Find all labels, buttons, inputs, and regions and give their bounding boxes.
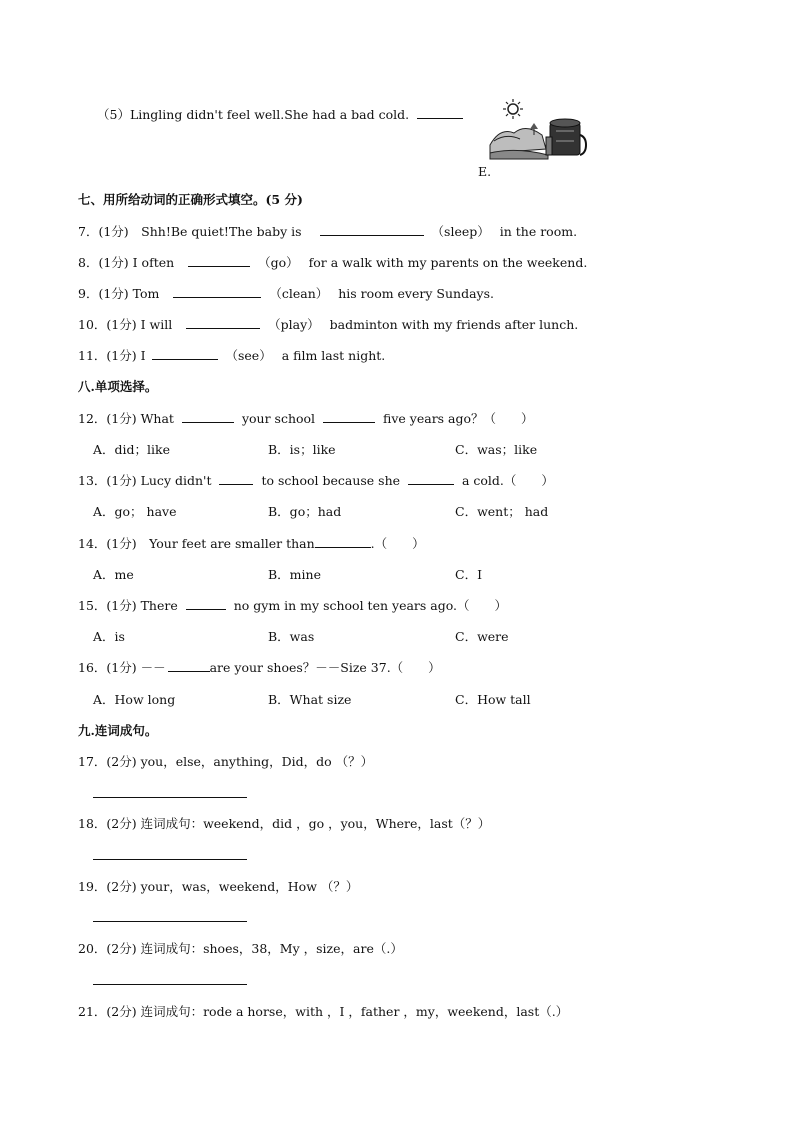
option-b[interactable]: B．go；had bbox=[268, 504, 342, 519]
question-9-tail: his room every Sundays. bbox=[338, 286, 494, 301]
option-a[interactable]: A．did；like bbox=[93, 442, 170, 457]
option-b[interactable]: B．was bbox=[268, 629, 315, 644]
answer-blank[interactable] bbox=[315, 536, 371, 548]
question-18: 18．(2分) 连词成句：weekend，did ，go ，you，Where，last（？） bbox=[78, 816, 491, 831]
question-12 bbox=[78, 409, 534, 427]
question-10-tail: badminton with my friends after lunch. bbox=[329, 317, 579, 332]
verb-hint: （sleep） bbox=[431, 224, 490, 239]
option-c[interactable]: C．went； had bbox=[455, 504, 549, 519]
verb-hint: （go） bbox=[258, 255, 299, 270]
question-12-tail: five years ago？（ ） bbox=[383, 411, 534, 426]
verb-hint: （see） bbox=[225, 348, 272, 363]
question-16 bbox=[78, 658, 441, 676]
picture-e-image bbox=[486, 97, 590, 163]
question-17: 17．(2分) you，else，anything，Did，do （？） bbox=[78, 754, 374, 769]
answer-line[interactable] bbox=[93, 921, 247, 922]
section-7-title: 七、用所给动词的正确形式填空。(5 分) bbox=[78, 192, 303, 207]
option-a[interactable]: A．go； have bbox=[93, 504, 177, 519]
answer-blank[interactable] bbox=[186, 317, 260, 329]
question-14-text: 14．(1分) Your feet are smaller than bbox=[78, 536, 315, 551]
question-10-text: 10．(1分) I will bbox=[78, 317, 173, 332]
question-15 bbox=[78, 596, 507, 614]
option-c[interactable]: C．was；like bbox=[455, 442, 538, 457]
answer-line[interactable] bbox=[93, 859, 247, 860]
option-a[interactable]: A．is bbox=[93, 629, 125, 644]
question-9-text: 9．(1分) Tom bbox=[78, 286, 160, 301]
question-11 bbox=[78, 346, 385, 364]
answer-blank[interactable] bbox=[152, 348, 218, 360]
answer-blank[interactable] bbox=[182, 411, 234, 423]
question-7-text: 7．(1分) Shh!Be quiet!The baby is bbox=[78, 224, 302, 239]
answer-blank[interactable] bbox=[173, 286, 261, 298]
question-15-tail: no gym in my school ten years ago.（ ） bbox=[233, 598, 508, 613]
option-a[interactable]: A．How long bbox=[93, 692, 176, 707]
answer-line[interactable] bbox=[93, 797, 247, 798]
question-13-tail: a cold.（ ） bbox=[461, 473, 554, 488]
verb-hint: （play） bbox=[268, 317, 320, 332]
question-19: 19．(2分) your，was，weekend，How （？） bbox=[78, 879, 359, 894]
option-b[interactable]: B．is；like bbox=[268, 442, 336, 457]
question-5 bbox=[97, 105, 467, 123]
option-a[interactable]: A．me bbox=[93, 567, 134, 582]
question-7 bbox=[78, 222, 577, 240]
answer-blank[interactable] bbox=[323, 411, 375, 423]
question-13-text: 13．(1分) Lucy didn't bbox=[78, 473, 212, 488]
answer-line[interactable] bbox=[93, 984, 247, 985]
answer-blank[interactable] bbox=[168, 660, 210, 672]
answer-blank[interactable] bbox=[408, 473, 454, 485]
option-c[interactable]: C．I bbox=[455, 567, 483, 582]
question-16-tail: are your shoes？－－Size 37.（ ） bbox=[209, 660, 441, 675]
section-9-title: 九.连词成句。 bbox=[78, 723, 158, 738]
answer-blank[interactable] bbox=[219, 473, 253, 485]
question-5-text: （5）Lingling didn't feel well.She had a bad cold. bbox=[97, 107, 410, 122]
question-14-tail: .（ ） bbox=[370, 536, 425, 551]
question-8 bbox=[78, 253, 587, 271]
question-11-tail: a film last night. bbox=[281, 348, 386, 363]
answer-blank[interactable] bbox=[417, 107, 463, 119]
question-8-text: 8．(1分) I often bbox=[78, 255, 175, 270]
answer-blank[interactable] bbox=[320, 224, 424, 236]
question-21: 21．(2分) 连词成句：rode a horse，with ，I ，father ，my，weekend，last（.） bbox=[78, 1004, 569, 1019]
answer-blank[interactable] bbox=[188, 255, 250, 267]
question-13-middle: to school because she bbox=[261, 473, 401, 488]
option-b[interactable]: B．What size bbox=[268, 692, 352, 707]
question-13 bbox=[78, 471, 554, 489]
option-b[interactable]: B．mine bbox=[268, 567, 321, 582]
question-7-tail: in the room. bbox=[499, 224, 578, 239]
question-9 bbox=[78, 284, 494, 302]
question-10 bbox=[78, 315, 578, 333]
question-14 bbox=[78, 534, 425, 552]
option-c[interactable]: C．How tall bbox=[455, 692, 531, 707]
question-11-text: 11．(1分) I bbox=[78, 348, 146, 363]
answer-blank[interactable] bbox=[186, 598, 226, 610]
question-16-text: 16．(1分) －－ bbox=[78, 660, 166, 675]
question-12-text: 12．(1分) What bbox=[78, 411, 174, 426]
question-12-middle: your school bbox=[241, 411, 316, 426]
question-8-tail: for a walk with my parents on the weekend. bbox=[308, 255, 588, 270]
picture-e-label: E. bbox=[478, 164, 492, 179]
question-20: 20．(2分) 连词成句：shoes，38，My ，size，are（.） bbox=[78, 941, 403, 956]
question-15-text: 15．(1分) There bbox=[78, 598, 178, 613]
verb-hint: （clean） bbox=[269, 286, 329, 301]
section-8-title: 八.单项选择。 bbox=[78, 379, 158, 394]
option-c[interactable]: C．were bbox=[455, 629, 509, 644]
